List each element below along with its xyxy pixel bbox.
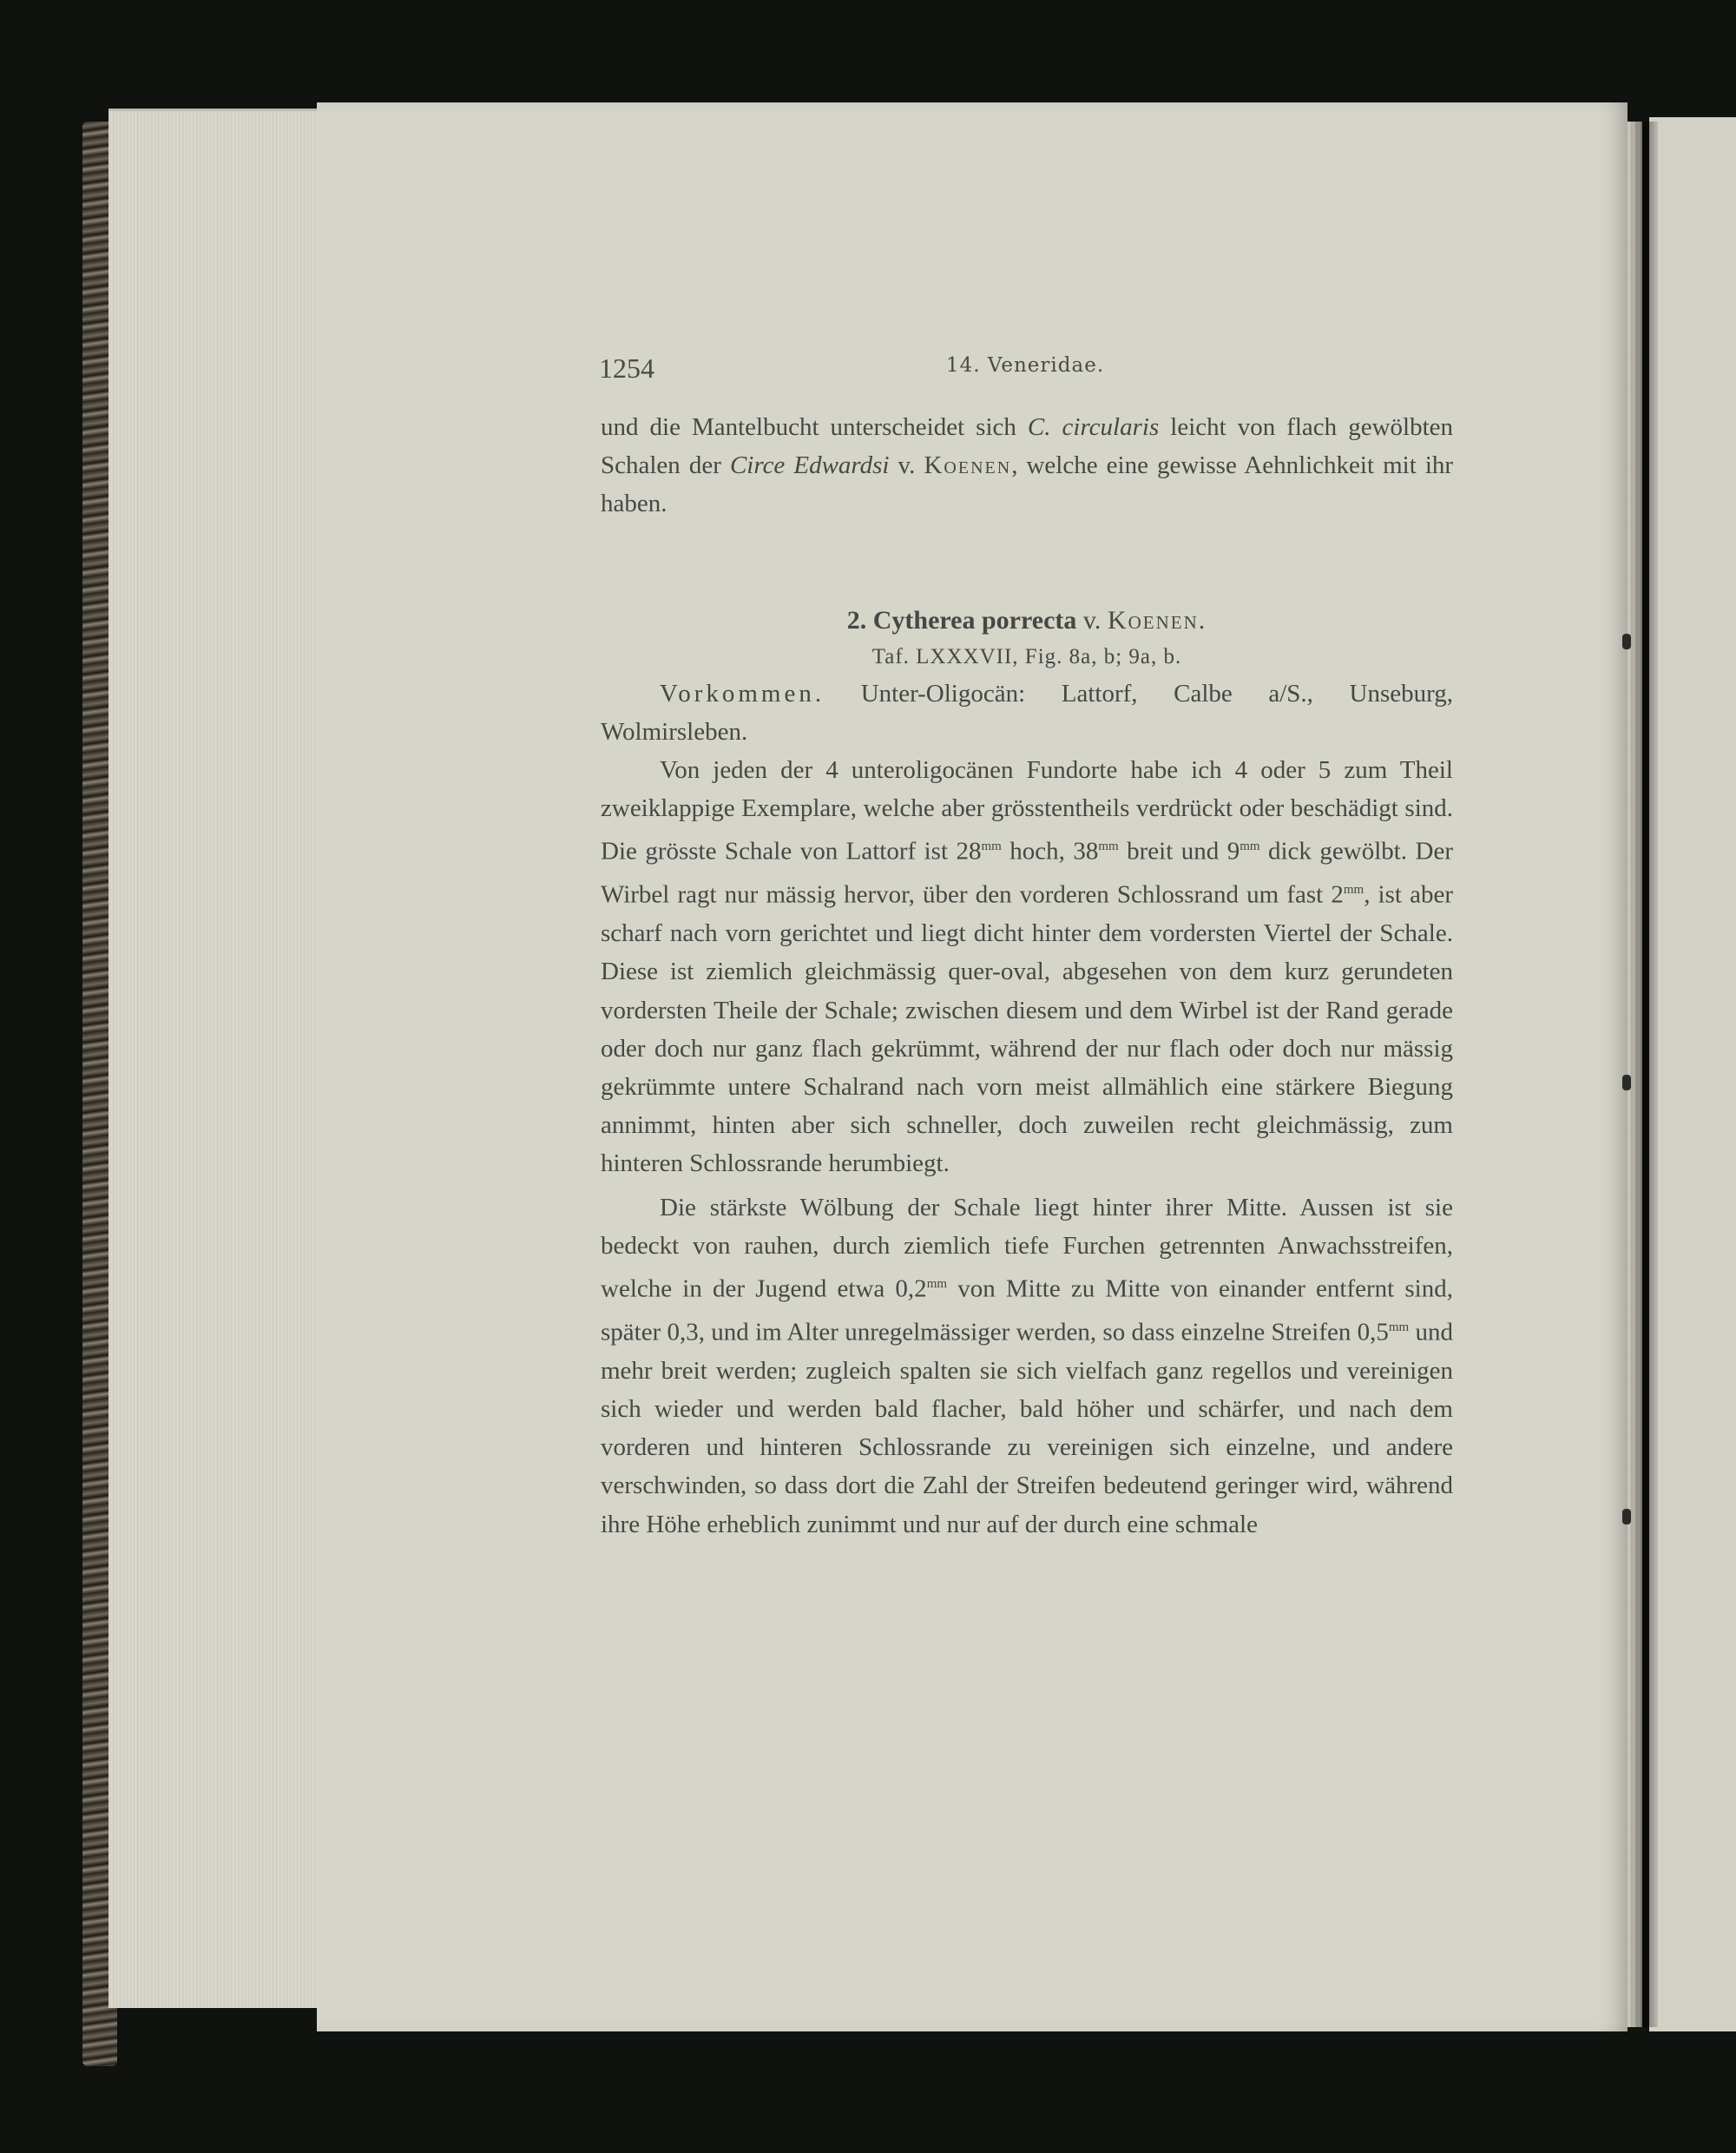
running-title: 14. Veneridae. — [946, 354, 1105, 377]
description-paragraph-1: Von jeden der 4 unteroligocänen Fundorte habe ich 4 oder 5 zum Theil zweiklappige Exemplare, welche aber grösstentheils verdrückt oder beschädigt sind. Die grösste Schale von Lattorf ist $28^{mm}$ hoch, $38^{mm}$ breit und $9^{mm}$ dick gewölbt. Der Wirbel ragt nur mässig hervor, über den vorderen Schlossrand um fast $2^{mm}$, ist aber scharf nach vorn gerichtet und liegt dicht hinter dem vordersten Viertel der Schale. Diese ist ziemlich gleichmässig quer-oval, abgesehen von dem kurz gerundeten vordersten Theile der Schale; zwischen diesem und dem Wirbel ist der Rand gerade oder doch nur ganz flach gekrümmt, während der nur flach oder doch nur mässig gekrümmte untere Schalrand nach vorn meist allmählich eine stärkere Biegung annimmt, hinten aber sich schneller, doch zuweilen recht gleichmässig, zum hinteren Schlossrande herumbiegt. — [601, 756, 1453, 1178]
page-body — [601, 408, 1453, 1544]
occurrence-paragraph: Vorkommen. Unter-Oligocän: Lattorf, Calbe a/S., Unseburg, Wolmirsleben. — [601, 679, 1453, 746]
description-paragraph-2: Die stärkste Wölbung der Schale liegt hinter ihrer Mitte. Aussen ist sie bedeckt von rauhen, durch ziemlich tiefe Furchen getrennten Anwachsstreifen, welche in der Jugend etwa $0,2^{mm}$ von Mitte zu Mitte von einander entfernt sind, später 0,3, und im Alter unregelmässiger werden, so dass einzelne Streifen $0,5^{mm}$ und mehr breit werden; zugleich spalten sie sich vielfach ganz regellos und vereinigen sich wieder und werden bald flacher, bald höher und schärfer, und nach dem vorderen und hinteren Schlossrande zu vereinigen sich einzelne, und andere verschwinden, so dass dort die Zahl der Streifen bedeutend geringer wird, während ihre Höhe erheblich zunimmt und nur auf der durch eine schmale — [601, 1193, 1454, 1538]
species-name: Cytherea porrecta — [872, 605, 1077, 635]
unit-mm: mm — [1240, 839, 1260, 854]
page-edges-left — [108, 109, 326, 2008]
species-author: Koenen. — [1107, 605, 1207, 635]
facing-page — [1649, 117, 1736, 2031]
species-heading: 2. Cytherea porrecta v. Koenen. — [846, 605, 1207, 635]
book-gutter — [1632, 122, 1658, 2027]
unit-mm: mm — [1388, 1320, 1410, 1334]
binding-thread — [1622, 1509, 1631, 1524]
taxon-name: Circe Edwardsi — [729, 451, 890, 480]
page-number: 1254 — [599, 352, 654, 384]
unit-mm: mm — [1343, 883, 1364, 898]
author-name: Koenen — [924, 451, 1012, 480]
binding-thread — [1622, 1075, 1631, 1090]
plate-reference: Taf. LXXXVII, Fig. 8a, b; 9a, b. — [871, 644, 1182, 668]
species-number: 2. — [846, 605, 867, 635]
running-head — [599, 352, 1467, 387]
taxon-name: C. circularis — [1027, 413, 1160, 441]
unit-mm: mm — [1098, 839, 1119, 854]
unit-mm: mm — [926, 1276, 948, 1291]
unit-mm: mm — [981, 839, 1002, 854]
occurrence-label: Vorkommen. — [660, 679, 825, 708]
binding-thread — [1622, 634, 1631, 649]
continuation-paragraph: und die Mantelbucht unterscheidet sich C. circularis leicht von flach gewölbten Schalen der Circe Edwardsi v. Koenen, welche eine gewisse Aehnlichkeit mit ihr haben. — [601, 413, 1454, 518]
